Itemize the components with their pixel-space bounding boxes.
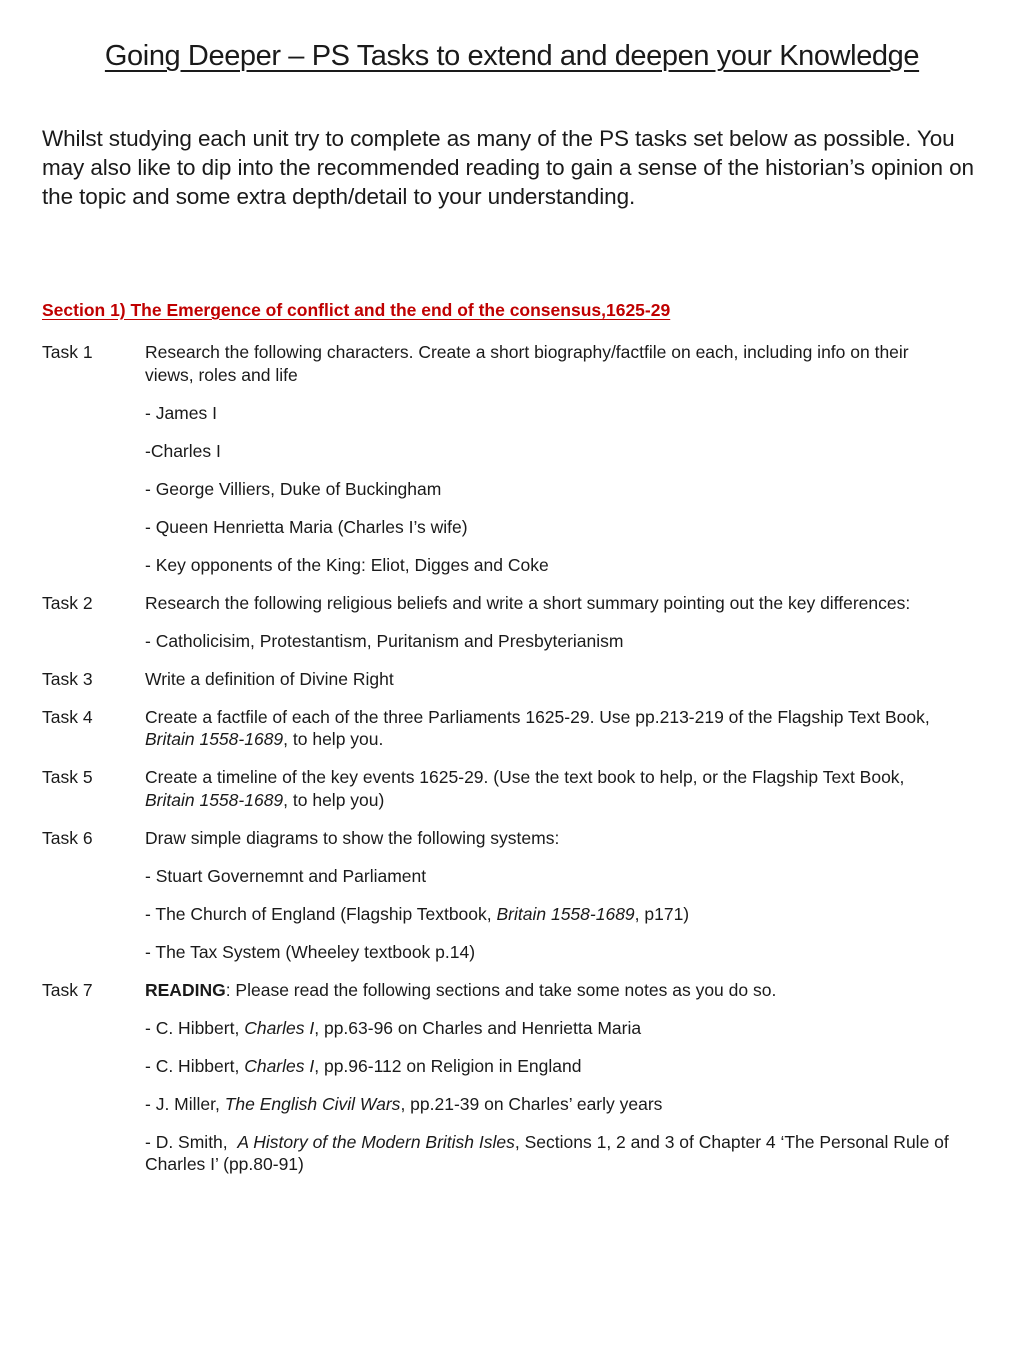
reading-author: - C. Hibbert, — [145, 1055, 245, 1076]
task-text: , to help you. — [283, 729, 384, 749]
book-title: Charles I — [244, 1055, 315, 1076]
task-list — [42, 341, 982, 1191]
task-label: Task 4 — [42, 706, 93, 727]
task-body — [145, 766, 950, 811]
task-description: Research the following characters. Create a short biography/factfile on each, including info on their views, roles and life — [145, 342, 909, 385]
intro-paragraph: Whilst studying each unit try to complete as many of the PS tasks set below as possible. You may also like to dip into the recommended reading to gain a sense of the historian’s opinion on the topic and some extra depth/detail to your understanding. — [42, 126, 974, 209]
task-text: Create a factfile of each of the three Parliaments 1625-29. Use pp.213-219 of the Flagship Text Book, — [145, 706, 930, 727]
reading-label: READING — [145, 979, 226, 1000]
task-label: Task 1 — [42, 342, 93, 362]
task-3 — [42, 668, 982, 691]
book-title: Britain 1558-1689 — [145, 789, 284, 810]
list-item: - Queen Henrietta Maria (Charles I’s wife) — [145, 516, 468, 537]
page-title: Going Deeper – PS Tasks to extend and deepen your Knowledge — [104, 40, 920, 72]
book-title: A History of the Modern British Isles — [237, 1131, 515, 1152]
reading-author: - D. Smith, — [145, 1131, 238, 1152]
task-label: Task 2 — [42, 592, 93, 613]
task-1 — [42, 341, 982, 576]
task-description: Research the following religious beliefs and write a short summary pointing out the key differences: — [145, 592, 911, 613]
task-body — [145, 706, 950, 751]
task-4 — [42, 706, 982, 751]
task-description: Write a definition of Divine Right — [145, 668, 394, 689]
task-body — [145, 592, 950, 653]
task-2 — [42, 592, 982, 653]
reading-item — [145, 1093, 950, 1116]
task-body — [145, 341, 950, 576]
list-item: - James I — [145, 402, 217, 423]
reading-item — [145, 1131, 950, 1176]
list-item: - Key opponents of the King: Eliot, Digges and Coke — [145, 554, 549, 575]
reading-author: - J. Miller, — [145, 1093, 225, 1114]
task-6 — [42, 827, 982, 964]
book-title: The English Civil Wars — [224, 1093, 401, 1114]
task-description — [145, 766, 950, 811]
task-label: Task 7 — [42, 979, 93, 1000]
reading-detail: , pp.21-39 on Charles’ early years — [400, 1093, 663, 1114]
list-item — [145, 903, 950, 926]
reading-detail: , pp.96-112 on Religion in England — [314, 1055, 582, 1076]
item-text: - The Church of England (Flagship Textbook, — [145, 903, 497, 924]
reading-author: - C. Hibbert, — [145, 1017, 245, 1038]
list-item: -Charles I — [145, 440, 221, 461]
reading-detail: , Sections 1, 2 and 3 of Chapter 4 ‘The Personal Rule of Charles I’ (pp.80-91) — [145, 1131, 949, 1174]
section-1-heading: Section 1) The Emergence of conflict and the end of the consensus,1625-29 — [42, 300, 671, 320]
task-description: Draw simple diagrams to show the following systems: — [145, 827, 560, 848]
task-body — [145, 979, 950, 1176]
task-description — [145, 979, 950, 1002]
book-title: Britain 1558-1689 — [145, 729, 284, 749]
task-text: , to help you) — [283, 789, 385, 810]
book-title: Charles I — [244, 1017, 315, 1038]
task-5 — [42, 766, 982, 811]
task-7 — [42, 979, 982, 1176]
book-title: Britain 1558-1689 — [496, 903, 635, 924]
task-label: Task 6 — [42, 827, 93, 848]
task-text: : Please read the following sections and take some notes as you do so. — [225, 979, 777, 1000]
list-item: - Catholicisim, Protestantism, Puritanism and Presbyterianism — [145, 630, 624, 651]
reading-item — [145, 1017, 950, 1040]
list-item: - Stuart Governemnt and Parliament — [145, 865, 427, 886]
reading-item — [145, 1055, 950, 1078]
task-body — [145, 668, 950, 691]
task-description — [145, 706, 950, 751]
task-text: Create a timeline of the key events 1625-29. (Use the text book to help, or the Flagship Text Book, — [145, 767, 905, 787]
reading-detail: , pp.63-96 on Charles and Henrietta Maria — [314, 1017, 642, 1038]
list-item: - George Villiers, Duke of Buckingham — [145, 478, 442, 499]
task-label: Task 3 — [42, 668, 93, 689]
item-text: , p171) — [634, 903, 690, 924]
list-item: - The Tax System (Wheeley textbook p.14) — [145, 941, 476, 962]
task-body — [145, 827, 950, 964]
task-label: Task 5 — [42, 767, 93, 787]
